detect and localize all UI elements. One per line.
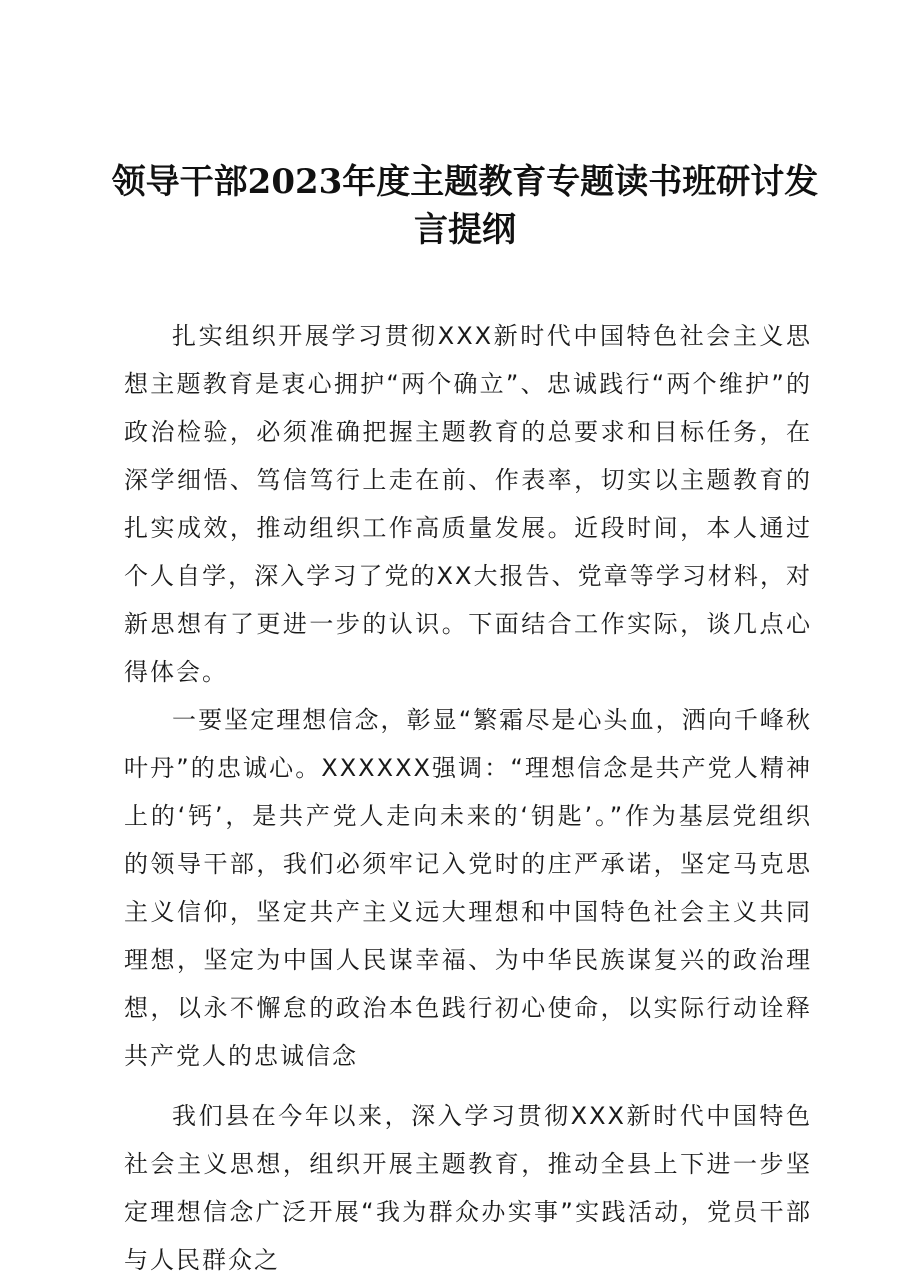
paragraph-ideals: 一要坚定理想信念，彰显“繁霜尽是心头血，洒向千峰秋叶丹”的忠诚心。XXXXXX强调：“理想信念是共产党人精神上的‘钙’，是共产党人走向未来的‘钥匙’。”作为基层党组织的领导干部，我们必须牢记入党时的庄严承诺，坚定马克思主义信仰，坚定共产主义远大理想和中国特色社会主义共同理想，坚定为中国人民谋幸福、为中华民族谋复兴的政治理想，以永不懈怠的政治本色践行初心使命，以实际行动诠释共产党人的忠诚信念 xyxy=(124,706,812,1070)
document-title: 领导干部2023年度主题教育专题读书班研讨发言提纲 xyxy=(111,162,819,250)
paragraph-county: 我们县在今年以来，深入学习贯彻XXX新时代中国特色社会主义思想，组织开展主题教育，推动全县上下进一步坚定理想信念广泛开展“我为群众办实事”实践活动，党员干部与人民群众之 xyxy=(124,1102,812,1274)
document-body xyxy=(124,312,812,1284)
paragraph-intro: 扎实组织开展学习贯彻XXX新时代中国特色社会主义思想主题教育是衷心拥护“两个确立”、忠诚践行“两个维护”的政治检验，必须准确把握主题教育的总要求和目标任务，在深学细悟、笃信笃行上走在前、作表率，切实以主题教育的扎实成效，推动组织工作高质量发展。近段时间，本人通过个人自学，深入学习了党的XX大报告、党章等学习材料，对新思想有了更进一步的认识。下面结合工作实际，谈几点心得体会。 xyxy=(124,322,812,686)
